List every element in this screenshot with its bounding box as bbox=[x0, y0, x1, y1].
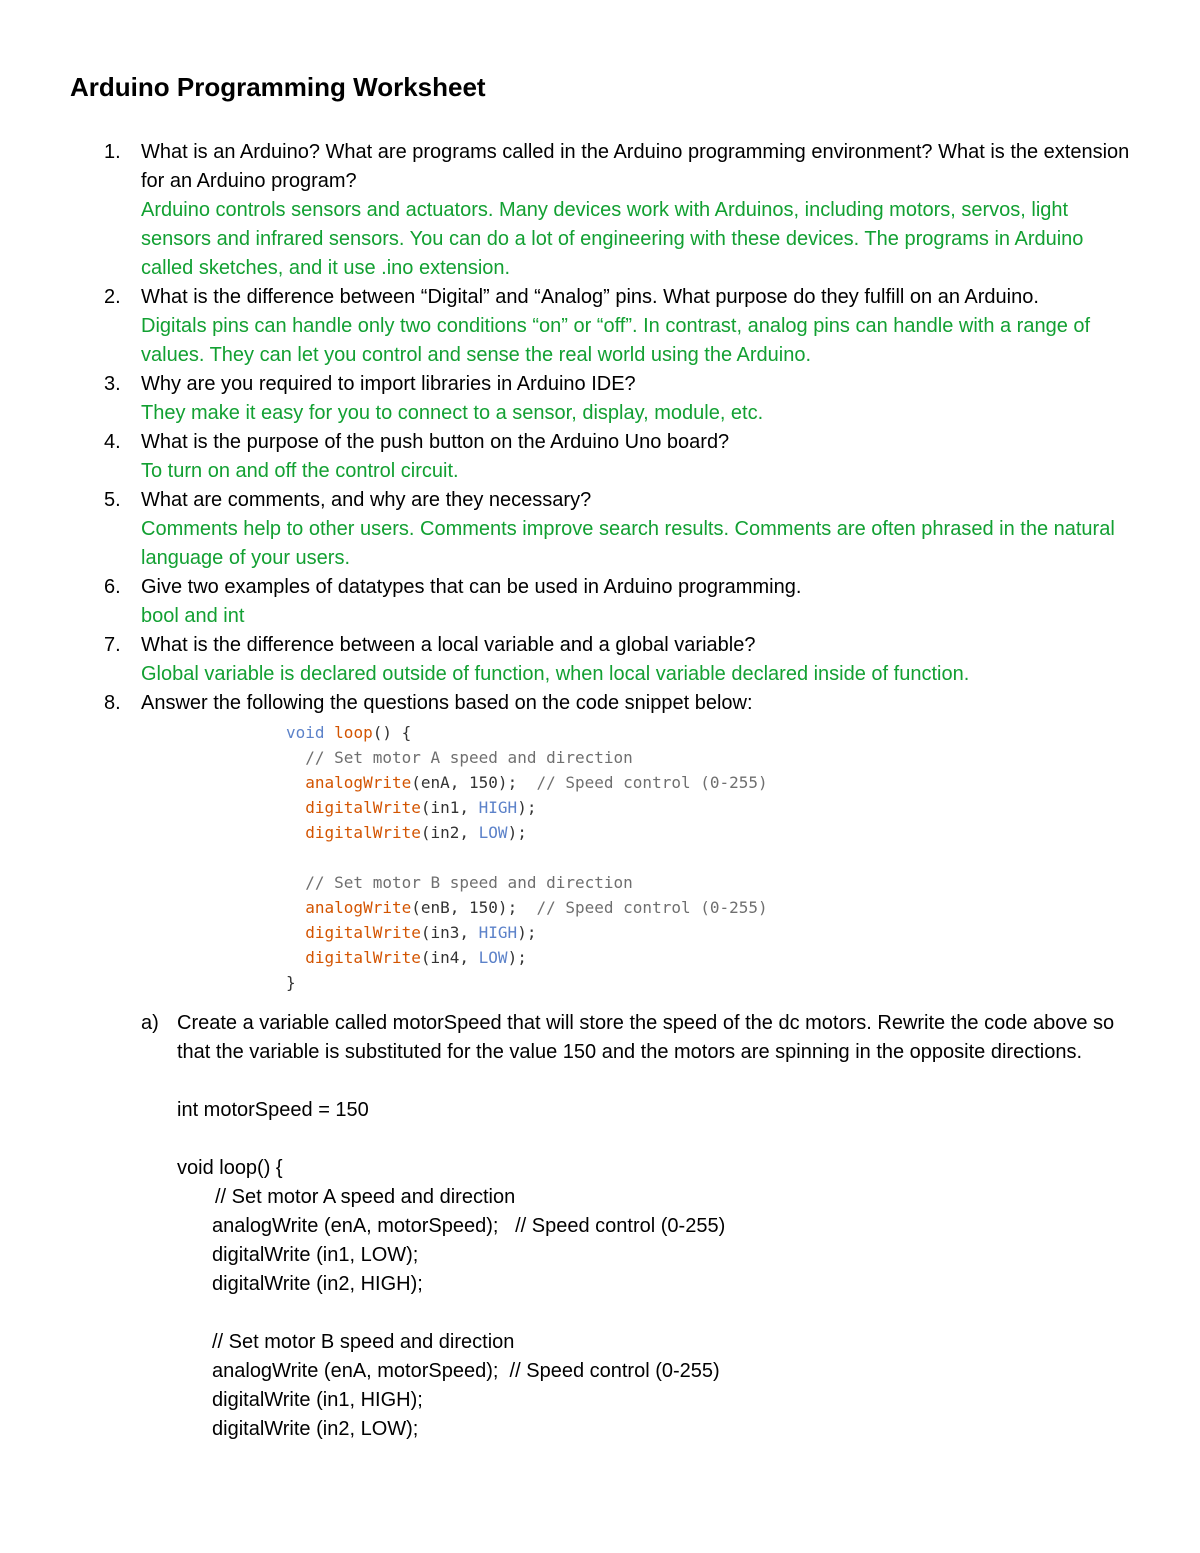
code-line: analogWrite (enA, motorSpeed); // Speed control (0-255) bbox=[212, 1215, 726, 1237]
code-line: // Set motor B speed and direction bbox=[212, 1331, 515, 1353]
question-text: Why are you required to import libraries in Arduino IDE? bbox=[141, 373, 636, 395]
code-function: analogWrite bbox=[305, 898, 412, 917]
question-number: 6. bbox=[104, 576, 121, 598]
code-line: digitalWrite (in1, LOW); bbox=[212, 1244, 419, 1266]
code-keyword: void bbox=[286, 723, 325, 742]
question-1 bbox=[0, 138, 1200, 283]
answer-text: They make it easy for you to connect to a sensor, display, module, etc. bbox=[141, 402, 764, 424]
question-5 bbox=[0, 486, 1200, 573]
code-comment: // Set motor A speed and direction bbox=[305, 748, 633, 767]
code-text: (enB, 150); bbox=[411, 898, 518, 917]
code-text: } bbox=[286, 973, 296, 992]
question-text: Answer the following the questions based on the code snippet below: bbox=[141, 692, 753, 714]
code-text: (in2, bbox=[420, 823, 479, 842]
answer-text: Global variable is declared outside of function, when local variable declared inside of function. bbox=[141, 663, 970, 685]
answer-text: To turn on and off the control circuit. bbox=[141, 460, 459, 482]
code-function: analogWrite bbox=[305, 773, 412, 792]
question-text: What is the difference between “Digital” and “Analog” pins. What purpose do they fulfill on an Arduino. bbox=[141, 286, 1039, 308]
question-7 bbox=[0, 631, 1200, 689]
code-text: () { bbox=[372, 723, 412, 742]
code-line: digitalWrite (in2, HIGH); bbox=[212, 1273, 423, 1295]
sub-question-text: Create a variable called motorSpeed that will store the speed of the dc motors. Rewrite the code above so that the variable is substituted for the value 150 and the motors are spinning in the opposite directions. bbox=[177, 1012, 1115, 1063]
code-comment: // Set motor B speed and direction bbox=[305, 873, 633, 892]
answer-text: bool and int bbox=[141, 605, 245, 627]
answer-text: Arduino controls sensors and actuators. Many devices work with Arduinos, including motors, servos, light sensors and infrared sensors. You can do a lot of engineering with these devices. The programs in Arduino called sketches, and it use .ino extension. bbox=[141, 199, 1084, 279]
code-function: digitalWrite bbox=[305, 923, 421, 942]
question-text: What is an Arduino? What are programs called in the Arduino programming environment? What is the extension for an Arduino program? bbox=[141, 141, 1130, 192]
sub-question-label: a) bbox=[141, 1012, 159, 1034]
question-number: 4. bbox=[104, 431, 121, 453]
question-3 bbox=[0, 370, 1200, 428]
code-function: digitalWrite bbox=[305, 948, 421, 967]
code-function: digitalWrite bbox=[305, 798, 421, 817]
code-line: analogWrite (enA, motorSpeed); // Speed control (0-255) bbox=[212, 1360, 720, 1382]
question-text: What are comments, and why are they necessary? bbox=[141, 489, 592, 511]
code-function: loop bbox=[334, 723, 373, 742]
question-2 bbox=[0, 283, 1200, 370]
code-snippet bbox=[286, 720, 1200, 995]
question-list bbox=[0, 138, 1200, 1444]
question-number: 8. bbox=[104, 692, 121, 714]
code-comment: // Speed control (0-255) bbox=[536, 773, 768, 792]
code-line: digitalWrite (in1, HIGH); bbox=[212, 1389, 423, 1411]
code-text: (enA, 150); bbox=[411, 773, 518, 792]
sub-question-a bbox=[0, 1009, 1200, 1067]
code-constant: HIGH bbox=[478, 798, 518, 817]
question-8 bbox=[0, 689, 1200, 1444]
code-text: (in4, bbox=[420, 948, 479, 967]
code-text: ); bbox=[507, 948, 527, 967]
question-number: 5. bbox=[104, 489, 121, 511]
question-text: Give two examples of datatypes that can be used in Arduino programming. bbox=[141, 576, 802, 598]
code-text: (in1, bbox=[420, 798, 479, 817]
answer-text: Comments help to other users. Comments improve search results. Comments are often phrased in the natural language of your users. bbox=[141, 518, 1115, 569]
question-text: What is the difference between a local variable and a global variable? bbox=[141, 634, 756, 656]
question-6 bbox=[0, 573, 1200, 631]
answer-text: Digitals pins can handle only two conditions “on” or “off”. In contrast, analog pins can handle with a range of values. They can let you control and sense the real world using the Arduino. bbox=[141, 315, 1091, 366]
question-text: What is the purpose of the push button on the Arduino Uno board? bbox=[141, 431, 730, 453]
code-constant: HIGH bbox=[478, 923, 518, 942]
code-text: ); bbox=[517, 798, 537, 817]
code-line: int motorSpeed = 150 bbox=[177, 1099, 369, 1121]
answer-code bbox=[177, 1096, 1200, 1444]
code-function: digitalWrite bbox=[305, 823, 421, 842]
question-number: 3. bbox=[104, 373, 121, 395]
code-line: // Set motor A speed and direction bbox=[215, 1186, 516, 1208]
question-4 bbox=[0, 428, 1200, 486]
code-comment: // Speed control (0-255) bbox=[536, 898, 768, 917]
code-constant: LOW bbox=[478, 823, 508, 842]
code-line: digitalWrite (in2, LOW); bbox=[212, 1418, 419, 1440]
code-constant: LOW bbox=[478, 948, 508, 967]
code-text: (in3, bbox=[420, 923, 479, 942]
code-line: void loop() { bbox=[177, 1157, 283, 1179]
question-number: 7. bbox=[104, 634, 121, 656]
question-number: 2. bbox=[104, 286, 121, 308]
question-number: 1. bbox=[104, 141, 121, 163]
code-text: ); bbox=[507, 823, 527, 842]
page-title: Arduino Programming Worksheet bbox=[70, 72, 486, 102]
code-text: ); bbox=[517, 923, 537, 942]
